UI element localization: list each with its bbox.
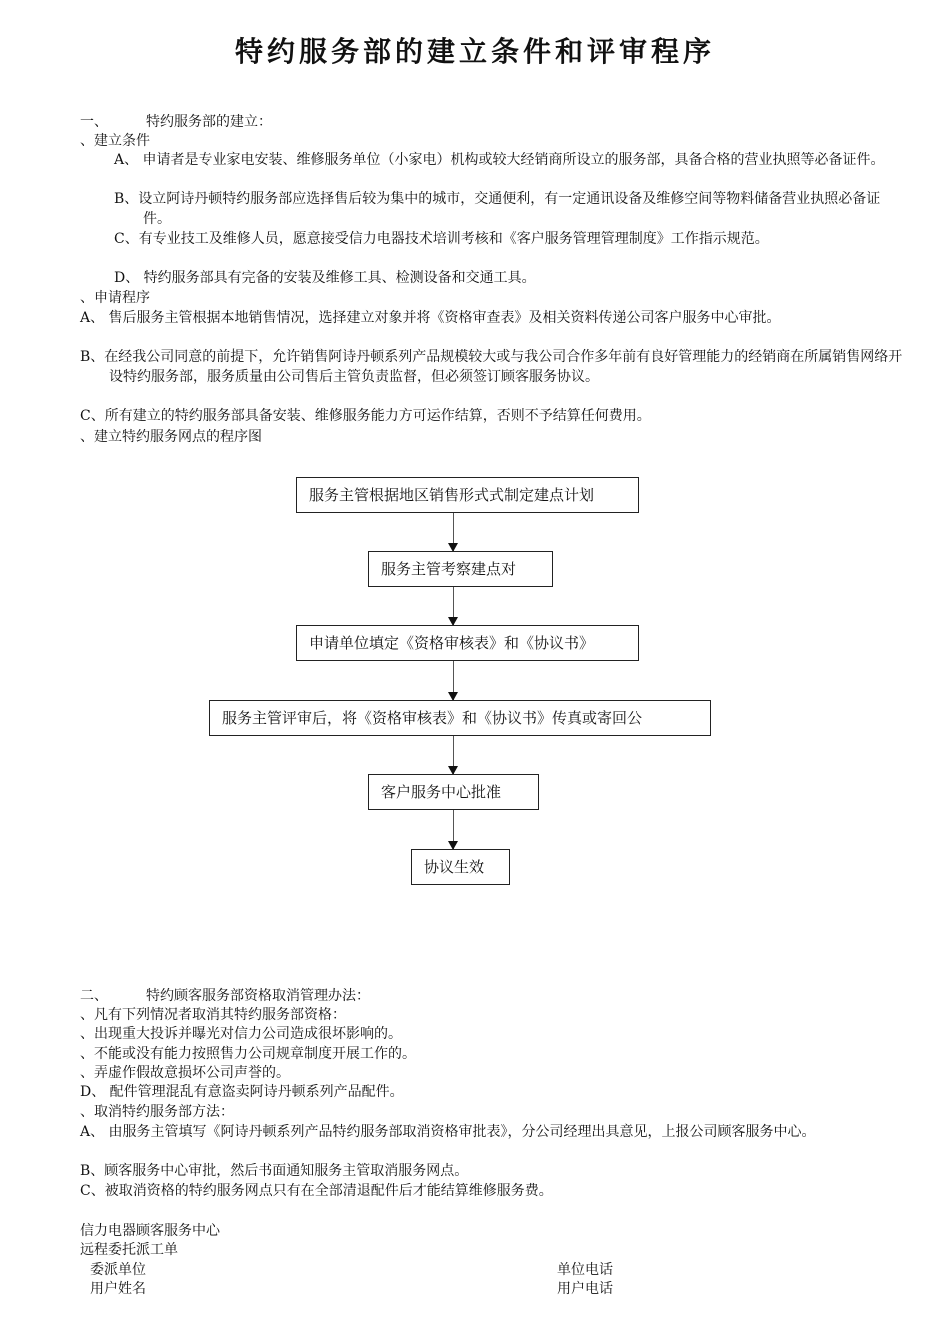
footer-form-title: 远程委托派工单 bbox=[80, 1242, 178, 1258]
case-item-1: 、出现重大投诉并曝光对信力公司造成很坏影响的。 bbox=[80, 1026, 402, 1042]
flow-step-effective: 协议生效 bbox=[411, 849, 510, 885]
conditions-heading: 、建立条件 bbox=[80, 133, 150, 149]
field-dispatch-unit: 委派单位 bbox=[90, 1262, 146, 1278]
section1-number: 一、 bbox=[80, 114, 108, 130]
cases-heading: 、凡有下列情况者取消其特约服务部资格： bbox=[80, 1007, 346, 1023]
method-item-c: C、被取消资格的特约服务网点只有在全部清退配件后才能结算维修服务费。 bbox=[80, 1183, 553, 1199]
flow-arrow-1 bbox=[453, 513, 454, 551]
flowchart-heading: 、建立特约服务网点的程序图 bbox=[80, 429, 262, 445]
methods-heading: 、取消特约服务部方法： bbox=[80, 1104, 234, 1120]
flow-arrow-2 bbox=[453, 587, 454, 625]
section2-title: 特约顾客服务部资格取消管理办法： bbox=[146, 988, 370, 1004]
flow-step-approve: 客户服务中心批准 bbox=[368, 774, 539, 810]
footer-org: 信力电器顾客服务中心 bbox=[80, 1223, 220, 1239]
procedure-item-c: C、所有建立的特约服务部具备安装、维修服务能力方可运作结算，否则不予结算任何费用。 bbox=[80, 408, 651, 424]
procedure-item-a: A、 售后服务主管根据本地销售情况，选择建立对象并将《资格审查表》及相关资料传递公司客户服务中心审批。 bbox=[80, 310, 781, 326]
condition-item-c: C、有专业技工及维修人员，愿意接受信力电器技术培训考核和《客户服务管理管理制度》工作指示规范。 bbox=[114, 231, 769, 247]
field-user-phone: 用户电话 bbox=[557, 1281, 613, 1297]
procedure-heading: 、申请程序 bbox=[80, 290, 150, 306]
flow-arrow-5 bbox=[453, 810, 454, 849]
method-item-b: B、顾客服务中心审批，然后书面通知服务主管取消服务网点。 bbox=[80, 1163, 469, 1179]
flow-step-fill-forms: 申请单位填定《资格审核表》和《协议书》 bbox=[296, 625, 639, 661]
section1-title: 特约服务部的建立： bbox=[146, 114, 272, 130]
condition-item-a: A、 申请者是专业家电安装、维修服务单位（小家电）机构或较大经销商所设立的服务部，具备合格的营业执照等必备证件。 bbox=[114, 152, 885, 168]
flow-arrow-3 bbox=[453, 661, 454, 700]
section2-number: 二、 bbox=[80, 988, 108, 1004]
flow-step-plan: 服务主管根据地区销售形式式制定建点计划 bbox=[296, 477, 639, 513]
section2-heading bbox=[80, 986, 370, 1006]
condition-item-d: D、 特约服务部具有完备的安装及维修工具、检测设备和交通工具。 bbox=[114, 270, 536, 286]
condition-item-b: B、设立阿诗丹顿特约服务部应选择售后较为集中的城市，交通便利，有一定通讯设备及维修空间等物料储备营业执照必备证件。 bbox=[114, 191, 881, 227]
flow-step-review: 服务主管评审后，将《资格审核表》和《协议书》传真或寄回公 bbox=[209, 700, 711, 736]
case-item-3: 、弄虚作假故意损坏公司声誉的。 bbox=[80, 1065, 290, 1081]
field-unit-phone: 单位电话 bbox=[557, 1262, 613, 1278]
page-title: 特约服务部的建立条件和评审程序 bbox=[234, 35, 715, 68]
field-user-name: 用户姓名 bbox=[90, 1281, 146, 1297]
method-item-a: A、 由服务主管填写《阿诗丹顿系列产品特约服务部取消资格审批表》，分公司经理出具意见，上报公司顾客服务中心。 bbox=[80, 1124, 816, 1140]
flow-arrow-4 bbox=[453, 736, 454, 774]
procedure-item-b: B、在经我公司同意的前提下，允许销售阿诗丹顿系列产品规模较大或与我公司合作多年前有良好管理能力的经销商在所属销售网络开设特约服务部，服务质量由公司售后主管负责监督，但必须签订顾客服务协议。 bbox=[80, 349, 903, 385]
flow-step-inspect: 服务主管考察建点对 bbox=[368, 551, 553, 587]
case-item-4: D、 配件管理混乱有意盗卖阿诗丹顿系列产品配件。 bbox=[80, 1084, 404, 1100]
section1-heading bbox=[80, 112, 272, 132]
case-item-2: 、不能或没有能力按照售力公司规章制度开展工作的。 bbox=[80, 1046, 416, 1062]
